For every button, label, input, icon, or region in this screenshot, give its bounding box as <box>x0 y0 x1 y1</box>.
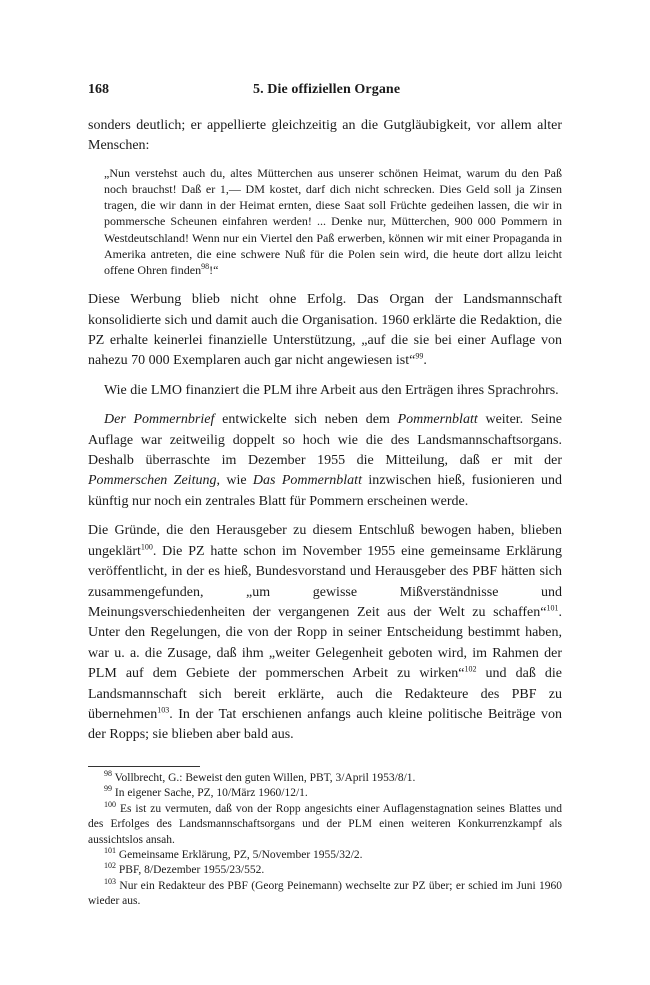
footnote-ref-98: 98 <box>201 262 210 272</box>
paragraph-text: . Die PZ hatte schon im November 1955 eine gemeinsame Erklärung veröffentlicht, in der es hieß, Bundesvorstand und Herausgeber des PBF hätten sich zusammengefunden, „um gewisse Mißverständnisse und Meinungsverschiedenheiten der vergangenen Zeit aus der Welt zu schaffen“ <box>88 543 562 620</box>
paragraph-text: inzwischen hieß, fusionieren und künftig nur noch ein zentrales Blatt für Pommern erscheinen werde. <box>88 473 562 509</box>
footnote-ref-100: 100 <box>140 542 153 552</box>
paragraph-werbung-text: Diese Werbung blieb nicht ohne Erfolg. Das Organ der Landsmannschaft konsolidierte sich und damit auch die Organisation. 1960 erklärte die Redaktion, die PZ erhalte keinerlei finanzielle Unterstützung, „auf die sie bei einer Auflage von nahezu 70 000 Exemplaren auch gar nicht angewiesen ist“ <box>88 292 562 369</box>
chapter-title: 5. Die offiziellen Organe <box>253 82 401 97</box>
paragraph-text: . Unter den Regelungen, die von der Ropp in seiner Entscheidung bestimmt haben, war u. a. die Zusage, daß ihm „weiter Gelegenheit geboten wird, im Rahmen der PLM auf dem Gebiete der pommerschen Arbeit zu wirken“ <box>88 604 562 682</box>
footnote-number: 101 <box>104 846 116 856</box>
paragraph-lmo: Wie die LMO finanziert die PLM ihre Arbeit aus den Erträgen ihres Sprachrohrs. <box>104 382 559 398</box>
footnote-text: Es ist zu vermuten, daß von der Ropp angesichts einer Auflagenstagnation seines Blattes und des Erfolges des Landsmannschaftsorgans und der PLM einen weiteren Konkurrenzkampf als aussichtslos ansah. <box>88 802 563 846</box>
paragraph-text: . In der Tat erschienen anfangs auch kleine politische Beiträge von der Ropps; sie blieben aber bald aus. <box>88 706 562 743</box>
footnote-number: 100 <box>104 799 116 809</box>
block-quote <box>104 165 562 278</box>
footnote-text: PBF, 8/Dezember 1955/23/552. <box>118 864 265 877</box>
publication-title: Der Pommernbrief <box>104 412 215 428</box>
footnote-number: 98 <box>104 769 112 779</box>
paragraph-text: weiter. Seine Auflage war zeitweilig doppelt so hoch wie die des Landsmannschaftsorgans. Deshalb überraschte im Dezember 1955 die Mitteilung, daß er mit der <box>88 412 562 469</box>
footnote-divider <box>88 766 200 767</box>
paragraph-pommernbrief <box>88 410 562 512</box>
body-text <box>88 116 562 746</box>
publication-title: Pommernblatt <box>397 412 478 428</box>
footnotes <box>88 766 562 910</box>
footnote-text: Gemeinsame Erklärung, PZ, 5/November 1955/32/2. <box>118 849 363 862</box>
footnote-text: Vollbrecht, G.: Beweist den guten Willen, PBT, 3/April 1953/8/1. <box>114 772 416 784</box>
footnote <box>88 863 562 878</box>
paragraph-werbung <box>88 290 562 372</box>
paragraph-gruende <box>88 521 562 745</box>
paragraph-continuation: sonders deutlich; er appellierte gleichzeitig an die Gutgläubigkeit, vor allem alter Menschen: <box>88 118 562 154</box>
paragraph-text: und daß die Landsmannschaft sich bereit erklärte, auch die Redakteure des PBF zu übernehmen <box>88 666 562 722</box>
footnote <box>88 799 563 848</box>
quote-end: !“ <box>209 263 219 278</box>
paragraph-text: Die Gründe, die den Herausgeber zu diesem Entschluß bewogen haben, blieben ungeklärt <box>88 523 562 559</box>
footnote-text: In eigener Sache, PZ, 10/März 1960/12/1. <box>114 787 308 800</box>
footnote-number: 103 <box>104 877 116 887</box>
footnote-number: 102 <box>104 861 116 871</box>
running-header <box>88 82 562 106</box>
page-number: 168 <box>88 82 109 97</box>
paragraph-text: entwickelte sich neben dem <box>214 412 398 428</box>
footnote <box>88 786 562 801</box>
paragraph-werbung-end: . <box>423 353 427 369</box>
footnote-ref-99: 99 <box>415 351 424 361</box>
footnote-ref-103: 103 <box>157 705 170 715</box>
footnote-ref-102: 102 <box>464 664 477 674</box>
footnote <box>88 848 562 863</box>
paragraph-text: , wie <box>216 473 253 489</box>
publication-title: Das Pommernblatt <box>252 473 362 489</box>
quote-text: „Nun verstehst auch du, altes Mütterchen aus unserer schönen Heimat, warum du den Paß noch brauchst! Daß er 1,— DM kostet, darf dich nicht schrecken. Dies Geld soll ja Zinsen tragen, die wir dann in der Heimat ernten, diese Saat soll Früchte gedeihen lassen, die wir in pommersche Scheunen einfahren werden! ... Denke nur, Mütterchen, 900 000 Pommern in Westdeutschland! Wenn nur ein Viertel den Paß erwerben, können wir mit einer Propaganda in Amerika antreten, die eine schwere Nuß für die Polen sein wird, die heute dort allzu leicht offene Ohren finden <box>104 165 562 278</box>
footnote <box>88 879 562 910</box>
publication-title: Pommerschen Zeitung <box>88 473 217 489</box>
footnote <box>88 771 562 786</box>
footnote-number: 99 <box>104 784 112 794</box>
footnote-text: Nur ein Redakteur des PBF (Georg Peinemann) wechselte zur PZ über; er schied im Juni 1960 wieder aus. <box>88 879 563 908</box>
footnote-ref-101: 101 <box>546 603 559 613</box>
